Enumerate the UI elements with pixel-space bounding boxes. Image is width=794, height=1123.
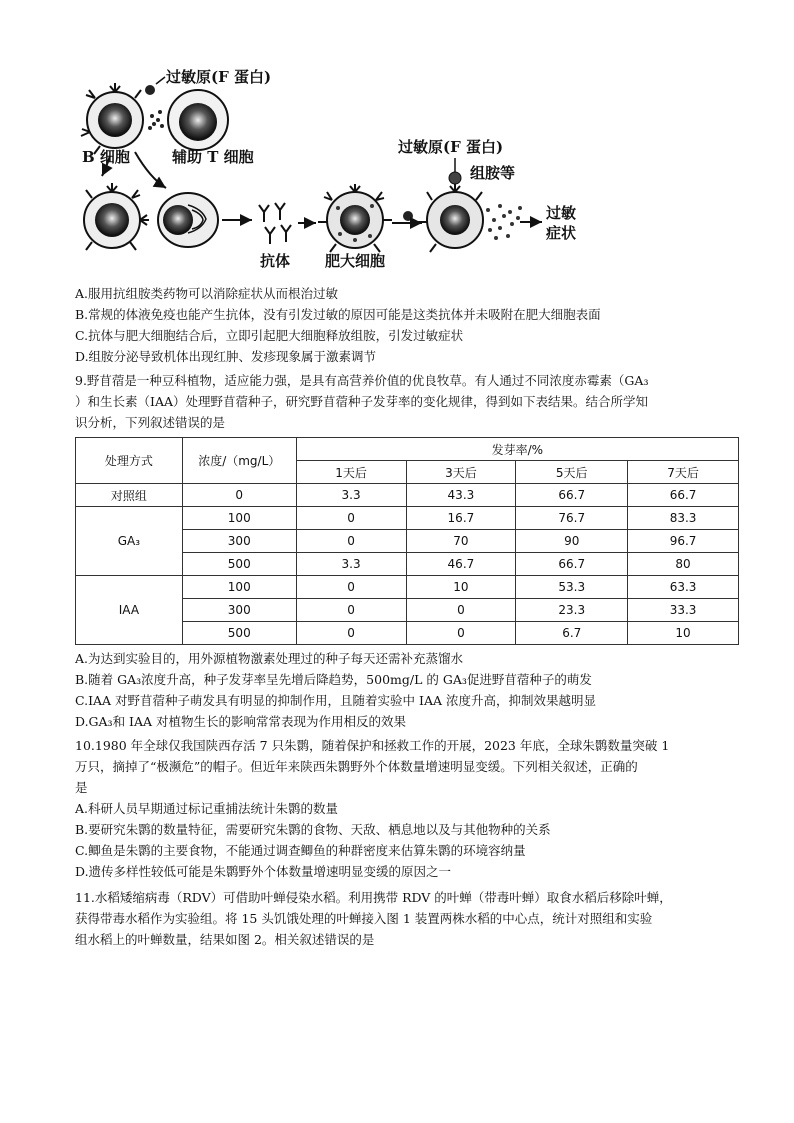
plasma-cell-icon [158,193,218,247]
q8-option-a: A.服用抗组胺类药物可以消除症状从而根治过敏 [75,286,339,301]
cell: 6.7 [516,622,628,645]
q9-option-a: A.为达到实验目的，用外源植物激素处理过的种子每天还需补充蒸馏水 [75,651,464,666]
q8-option-b: B.常规的体液免疫也能产生抗体，没有引发过敏的原因可能是这类抗体并未吸附在肥大细胞表面 [75,307,601,322]
label-histamine: 组胺等 [470,164,516,182]
cell: 33.3 [628,599,739,622]
cell: 66.7 [516,484,628,507]
cell: 3.3 [296,484,406,507]
header-day-3: 3天后 [406,461,516,484]
cell: 500 [182,553,296,576]
cell: 10 [628,622,739,645]
cell-ga3-label: GA₃ [76,507,183,576]
cell: 0 [296,599,406,622]
antibody-icon [259,203,291,244]
cell: 3.3 [296,553,406,576]
allergen-small-icon [403,211,413,221]
cell: 10 [406,576,516,599]
b-cell-icon [81,83,143,154]
memory-b-cell-icon [84,183,149,250]
q10-option-c: C.鲫鱼是朱鹮的主要食物，不能通过调查鲫鱼的种群密度来估算朱鹮的环境容纳量 [75,843,526,858]
q8-option-d: D.组胺分泌导致机体出现红肿、发疹现象属于激素调节 [75,349,377,364]
mast-cell-icon [318,184,392,252]
header-germination-rate: 发芽率/% [296,438,738,461]
cell: 66.7 [516,553,628,576]
q10-option-d: D.遗传多样性较低可能是朱鹮野外个体数量增速明显变缓的原因之一 [75,864,452,879]
label-antibody: 抗体 [260,252,291,270]
q9-stem [75,370,745,433]
q9-option-b: B.随着 GA₃浓度升高，种子发芽率呈先增后降趋势，500mg/L 的 GA₃促进野苜蓿种子的萌发 [75,672,592,687]
table-row [76,576,739,599]
label-helper-t: 辅助 T 细胞 [172,148,254,166]
header-day-7: 7天后 [628,461,739,484]
label-allergen-top: 过敏原(F 蛋白) [166,68,272,86]
cell: 80 [628,553,739,576]
cell: 53.3 [516,576,628,599]
label-symptom-2: 症状 [546,224,577,242]
helper-t-cell-icon [168,90,228,150]
cell: 0 [406,622,516,645]
q9-option-d: D.GA₃和 IAA 对植物生长的影响常常表现为作用相反的效果 [75,714,407,729]
allergy-mechanism-diagram [70,60,590,282]
cell: 0 [296,622,406,645]
q11-stem-line-2: 获得带毒水稻作为实验组。将 15 头饥饿处理的叶蝉接入图 1 装置两株水稻的中心点，统计对照组和实验 [75,911,653,926]
header-day-5: 5天后 [516,461,628,484]
cell: 66.7 [628,484,739,507]
cell: 0 [296,530,406,553]
cell: 16.7 [406,507,516,530]
germination-table [75,437,739,645]
cell: 46.7 [406,553,516,576]
allergy-diagram-svg [70,60,590,282]
q9-stem-line-3: 识分析，下列叙述错误的是 [75,415,226,430]
q11-stem-line-1: 11.水稻矮缩病毒（RDV）可借助叶蝉侵染水稻。利用携带 RDV 的叶蝉（带毒叶蝉）取食水稻后移除叶蝉， [75,890,672,905]
label-b-cell: B 细胞 [82,148,130,166]
cell: 90 [516,530,628,553]
cell: 0 [296,576,406,599]
cell: 0 [296,507,406,530]
q9-stem-line-2: ）和生长素（IAA）处理野苜蓿种子，研究野苜蓿种子发芽率的变化规律，得到如下表结果。结合所学知 [75,394,648,409]
cell: 500 [182,622,296,645]
q10-stem-line-3: 是 [75,780,88,795]
cell: 83.3 [628,507,739,530]
cell-iaa-label: IAA [76,576,183,645]
cytokine-particles-icon [148,110,164,130]
header-concentration: 浓度/（mg/L） [182,438,296,484]
q9-stem-line-1: 9.野苜蓿是一种豆科植物，适应能力强，是具有高营养价值的优良牧草。有人通过不同浓度赤霉素（GA₃ [75,373,649,388]
q10-stem-line-1: 10.1980 年全球仅我国陕西存活 7 只朱鹮，随着保护和拯救工作的开展，2023 年底，全球朱鹮数量突破 1 [75,738,670,753]
q11-stem-line-3: 组水稻上的叶蝉数量，结果如图 2。相关叙述错误的是 [75,932,375,947]
cell: 63.3 [628,576,739,599]
table-row [76,484,739,507]
label-mast-cell: 肥大细胞 [325,252,386,270]
q8-option-c: C.抗体与肥大细胞结合后，立即引起肥大细胞释放组胺，引发过敏症状 [75,328,464,343]
header-day-1: 1天后 [296,461,406,484]
q10-option-a: A.科研人员早期通过标记重捕法统计朱鹮的数量 [75,801,339,816]
cell-control-label: 对照组 [76,484,183,507]
table-row [76,507,739,530]
q11 [75,887,745,950]
table-header-row [76,438,739,461]
cell: 96.7 [628,530,739,553]
cell: 70 [406,530,516,553]
histamine-granules-icon [486,204,522,240]
cell: 43.3 [406,484,516,507]
cell: 300 [182,530,296,553]
q10-stem-line-2: 万只，摘掉了“极濒危”的帽子。但近年来陕西朱鹮野外个体数量增速明显变缓。下列相关叙述，正确的 [75,759,638,774]
cell: 300 [182,599,296,622]
q8-options [75,283,745,367]
header-method: 处理方式 [76,438,183,484]
label-symptom-1: 过敏 [546,204,577,222]
cell: 100 [182,576,296,599]
q10 [75,735,745,882]
cell: 76.7 [516,507,628,530]
cell: 0 [182,484,296,507]
q9-options [75,648,745,732]
cell: 23.3 [516,599,628,622]
allergen-dot-icon [145,85,155,95]
q10-option-b: B.要研究朱鹮的数量特征，需要研究朱鹮的食物、天敌、栖息地以及与其他物种的关系 [75,822,551,837]
cell: 0 [406,599,516,622]
label-allergen-right: 过敏原(F 蛋白) [398,138,504,156]
q9-option-c: C.IAA 对野苜蓿种子萌发具有明显的抑制作用，且随着实验中 IAA 浓度升高，抑制效果越明显 [75,693,596,708]
cell: 100 [182,507,296,530]
